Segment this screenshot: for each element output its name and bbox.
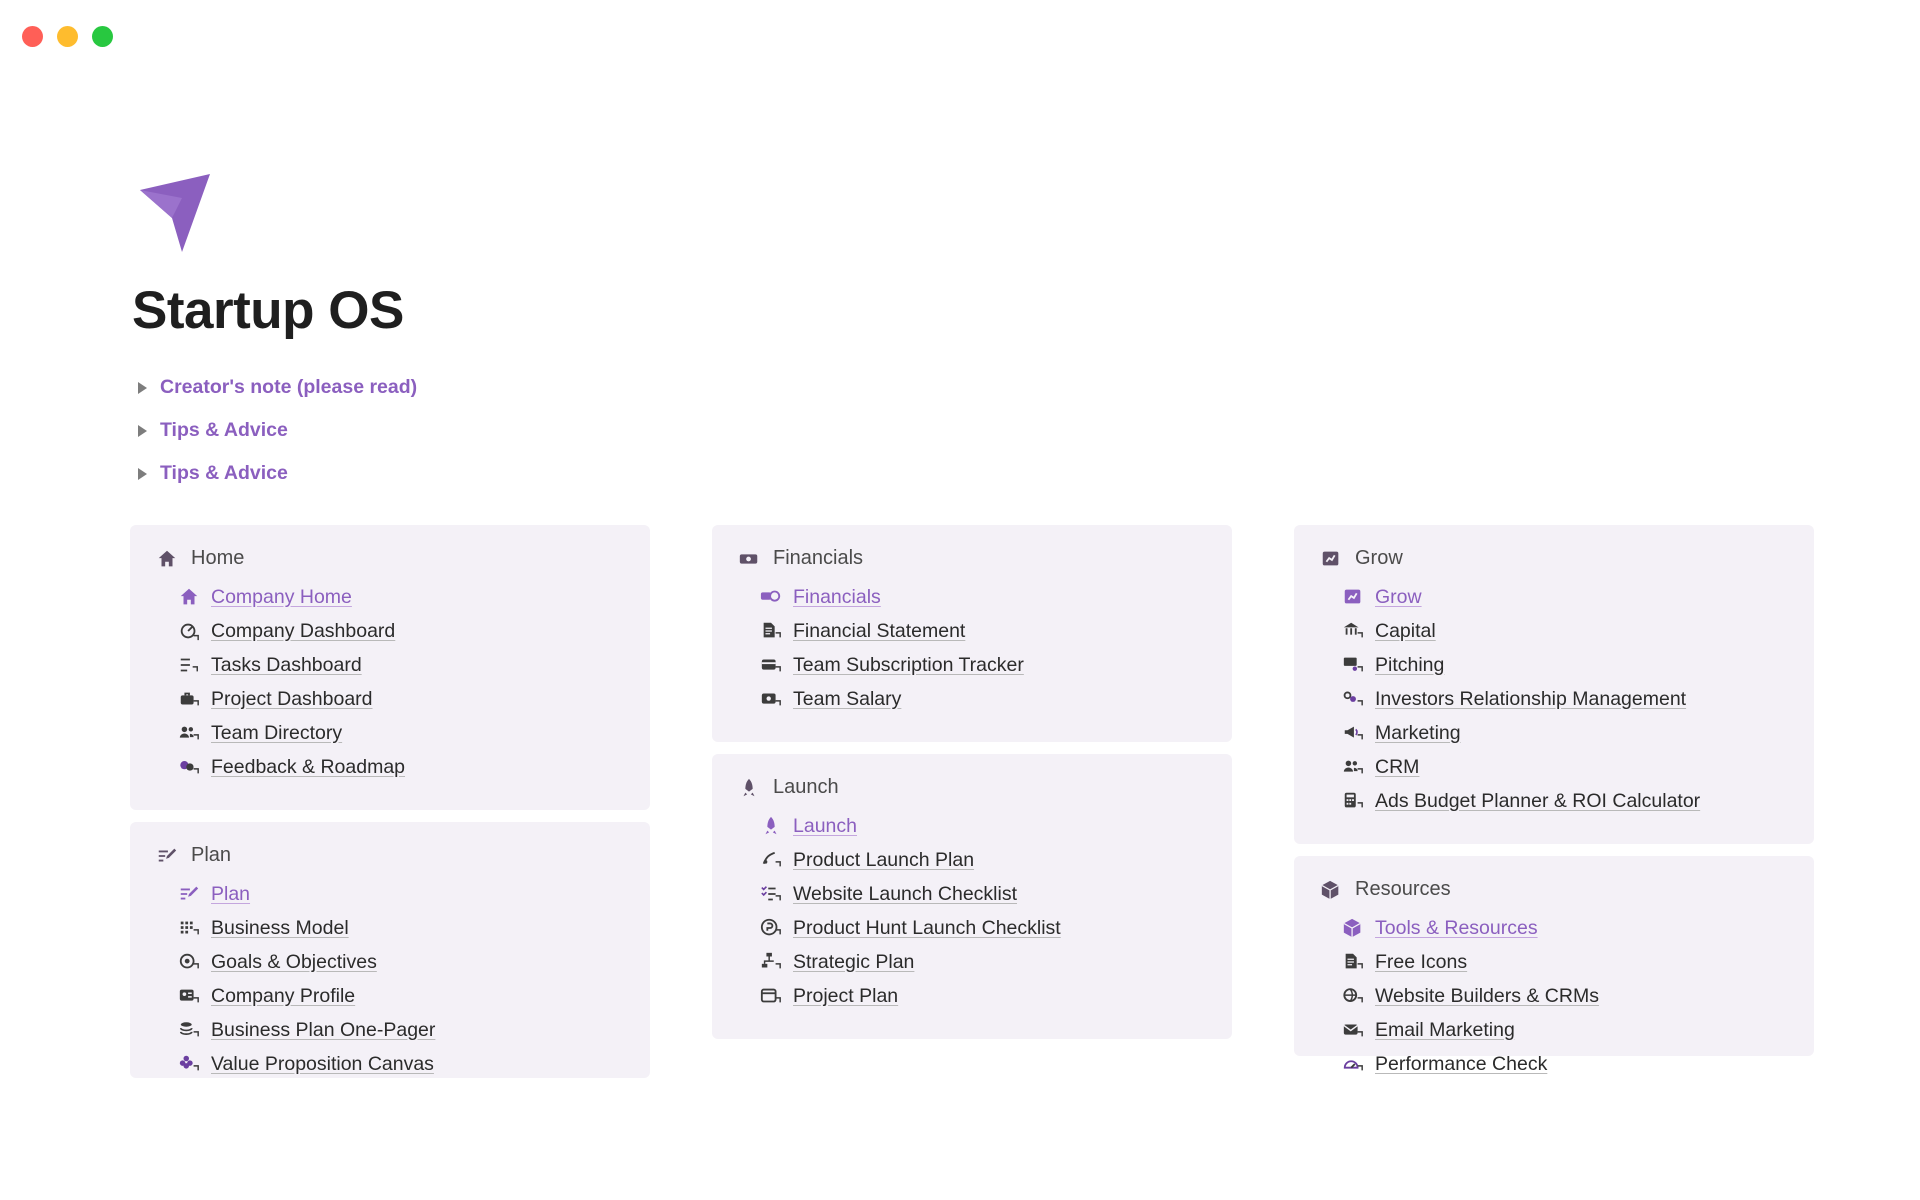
link-label: Grow: [1375, 585, 1422, 608]
link-label: CRM: [1375, 755, 1420, 778]
link-investors-relationship-management[interactable]: [1320, 682, 1788, 716]
link-strategic-plan[interactable]: [738, 945, 1206, 979]
link-label: Project Plan: [793, 984, 899, 1007]
link-tasks-dashboard[interactable]: [156, 648, 624, 682]
column-right: [1294, 525, 1814, 1075]
link-label: Team Subscription Tracker: [793, 653, 1024, 676]
card-title: Home: [191, 547, 245, 570]
target-icon: [178, 951, 200, 973]
link-label: Email Marketing: [1375, 1018, 1515, 1041]
paper-plane-icon: [132, 168, 222, 256]
link-label: Company Profile: [211, 984, 356, 1007]
checklist-icon: [760, 883, 782, 905]
people-icon: [1342, 756, 1364, 778]
minimize-window-button[interactable]: [57, 26, 78, 47]
triangle-right-icon[interactable]: [138, 382, 147, 394]
card-grow: [1294, 525, 1814, 844]
link-label: Financial Statement: [793, 619, 966, 642]
link-label: Marketing: [1375, 721, 1461, 744]
link-label: Tools & Resources: [1375, 916, 1538, 939]
card-header: [156, 547, 624, 570]
link-label: Business Model: [211, 916, 349, 939]
flower-icon: [178, 1053, 200, 1075]
link-columns: [0, 525, 1920, 1078]
link-label: Value Proposition Canvas: [211, 1052, 434, 1075]
layers-icon: [178, 1019, 200, 1041]
toggle-tips-advice-2[interactable]: [132, 452, 1880, 495]
page-title: Startup OS: [132, 281, 404, 340]
card-title: Grow: [1355, 547, 1403, 570]
link-business-model[interactable]: [156, 911, 624, 945]
link-company-profile[interactable]: [156, 979, 624, 1013]
link-label: Product Hunt Launch Checklist: [793, 916, 1061, 939]
toggle-list: [132, 366, 1880, 495]
megaphone-icon: [1342, 722, 1364, 744]
rocket-icon: [760, 815, 782, 837]
link-label: Company Dashboard: [211, 619, 396, 642]
card-title: Financials: [773, 547, 864, 570]
link-project-plan[interactable]: [738, 979, 1206, 1013]
column-middle: [712, 525, 1232, 1039]
card-financials: [712, 525, 1232, 742]
chat-icon: [178, 756, 200, 778]
link-label: Investors Relationship Management: [1375, 687, 1687, 710]
link-grow[interactable]: [1320, 580, 1788, 614]
link-label: Feedback & Roadmap: [211, 755, 406, 778]
box-icon: [1342, 917, 1364, 939]
link-label: Strategic Plan: [793, 950, 915, 973]
card-header: [738, 547, 1206, 570]
link-label: Financials: [793, 585, 881, 608]
link-product-launch-plan[interactable]: [738, 843, 1206, 877]
card-header: [1320, 878, 1788, 901]
column-left: [130, 525, 650, 1078]
link-label: Team Directory: [211, 721, 343, 744]
link-product-hunt-launch-checklist[interactable]: [738, 911, 1206, 945]
link-financial-statement[interactable]: [738, 614, 1206, 648]
triangle-right-icon[interactable]: [138, 468, 147, 480]
card-title: Launch: [773, 776, 839, 799]
window-titlebar: [0, 0, 1920, 72]
link-label: Product Launch Plan: [793, 848, 975, 871]
toggle-creators-note[interactable]: [132, 366, 1880, 409]
card-icon: [760, 654, 782, 676]
calculator-icon: [1342, 790, 1364, 812]
coins-icon: [760, 586, 782, 608]
triangle-right-icon[interactable]: [138, 425, 147, 437]
link-performance-check[interactable]: [1320, 1047, 1788, 1081]
link-crm[interactable]: [1320, 750, 1788, 784]
document-icon: [1342, 951, 1364, 973]
link-company-home[interactable]: [156, 580, 624, 614]
link-label: Launch: [793, 814, 857, 837]
link-business-plan-one-pager[interactable]: [156, 1013, 624, 1047]
zoom-window-button[interactable]: [92, 26, 113, 47]
page-header-area: [0, 168, 1920, 495]
card-header: [738, 776, 1206, 799]
link-label: Capital: [1375, 619, 1436, 642]
close-window-button[interactable]: [22, 26, 43, 47]
link-value-proposition-canvas[interactable]: [156, 1047, 624, 1081]
presenter-icon: [1342, 654, 1364, 676]
handshake-icon: [1342, 688, 1364, 710]
link-website-builders-crms[interactable]: [1320, 979, 1788, 1013]
link-team-subscription-tracker[interactable]: [738, 648, 1206, 682]
card-resources: [1294, 856, 1814, 1075]
link-launch[interactable]: [738, 809, 1206, 843]
briefcase-icon: [178, 688, 200, 710]
link-plan[interactable]: [156, 877, 624, 911]
card-launch: [712, 754, 1232, 1039]
link-feedback-roadmap[interactable]: [156, 750, 624, 784]
wallet-icon: [760, 688, 782, 710]
card-home: [130, 525, 650, 810]
pencil-lines-icon: [156, 845, 178, 867]
people-icon: [178, 722, 200, 744]
link-label: Plan: [211, 882, 251, 905]
link-label: Free Icons: [1375, 950, 1468, 973]
dashboard-icon: [178, 620, 200, 642]
link-label: Tasks Dashboard: [211, 653, 362, 676]
arrow-path-icon: [760, 849, 782, 871]
toggle-label: Creator's note (please read): [160, 376, 418, 399]
toggle-label: Tips & Advice: [160, 419, 288, 442]
chart-icon: [1342, 586, 1364, 608]
link-pitching[interactable]: [1320, 648, 1788, 682]
link-goals-objectives[interactable]: [156, 945, 624, 979]
link-company-dashboard[interactable]: [156, 614, 624, 648]
product-hunt-icon: [760, 917, 782, 939]
link-label: Ads Budget Planner & ROI Calculator: [1375, 789, 1701, 812]
gauge-icon: [1342, 1053, 1364, 1075]
toggle-tips-advice-1[interactable]: [132, 409, 1880, 452]
link-marketing[interactable]: [1320, 716, 1788, 750]
calendar-icon: [760, 985, 782, 1007]
bank-icon: [1342, 620, 1364, 642]
link-email-marketing[interactable]: [1320, 1013, 1788, 1047]
link-label: Business Plan One-Pager: [211, 1018, 436, 1041]
house-icon: [156, 548, 178, 570]
mail-icon: [1342, 1019, 1364, 1041]
document-icon: [760, 620, 782, 642]
card-plan: [130, 822, 650, 1078]
chart-icon: [1320, 548, 1342, 570]
tasks-icon: [178, 654, 200, 676]
page-content: [0, 168, 1920, 1078]
globe-icon: [1342, 985, 1364, 1007]
grid-icon: [178, 917, 200, 939]
link-financials[interactable]: [738, 580, 1206, 614]
money-icon: [738, 548, 760, 570]
link-ads-budget-planner[interactable]: [1320, 784, 1788, 818]
card-header: [156, 844, 624, 867]
link-website-launch-checklist[interactable]: [738, 877, 1206, 911]
link-label: Company Home: [211, 585, 352, 608]
link-label: Goals & Objectives: [211, 950, 377, 973]
link-team-salary[interactable]: [738, 682, 1206, 716]
link-label: Project Dashboard: [211, 687, 373, 710]
link-team-directory[interactable]: [156, 716, 624, 750]
toggle-label: Tips & Advice: [160, 462, 288, 485]
card-header: [1320, 547, 1788, 570]
link-label: Pitching: [1375, 653, 1445, 676]
card-title: Resources: [1355, 878, 1451, 901]
link-label: Performance Check: [1375, 1052, 1548, 1075]
link-project-dashboard[interactable]: [156, 682, 624, 716]
link-label: Team Salary: [793, 687, 902, 710]
link-tools-resources[interactable]: [1320, 911, 1788, 945]
card-title: Plan: [191, 844, 232, 867]
id-card-icon: [178, 985, 200, 1007]
sitemap-icon: [760, 951, 782, 973]
link-free-icons[interactable]: [1320, 945, 1788, 979]
box-icon: [1320, 879, 1342, 901]
house-icon: [178, 586, 200, 608]
pencil-lines-icon: [178, 883, 200, 905]
traffic-light-controls: [22, 26, 113, 47]
link-label: Website Launch Checklist: [793, 882, 1018, 905]
link-label: Website Builders & CRMs: [1375, 984, 1599, 1007]
rocket-icon: [738, 777, 760, 799]
link-capital[interactable]: [1320, 614, 1788, 648]
